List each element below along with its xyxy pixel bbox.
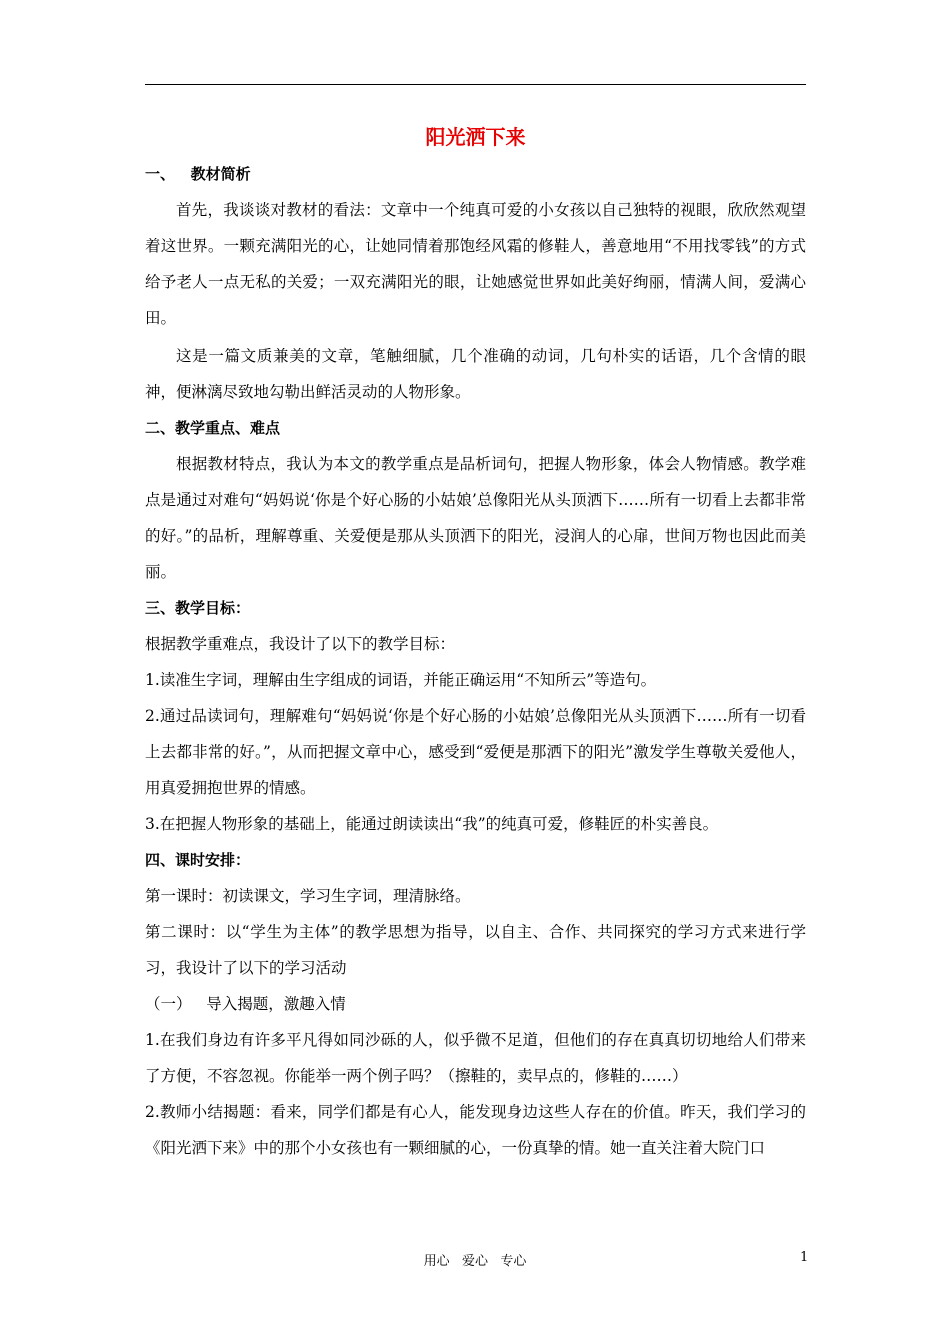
list-item: 2.教师小结揭题：看来，同学们都是有心人，能发现身边这些人存在的价值。昨天，我们学习的《阳光洒下来》中的那个小女孩也有一颗细腻的心，一份真挚的情。她一直关注着大院门口 xyxy=(145,1103,806,1157)
header-rule xyxy=(145,84,806,85)
paragraph: 第一课时：初读课文，学习生字词，理清脉络。 xyxy=(145,887,471,905)
page-footer xyxy=(0,1250,950,1270)
paragraph: 首先，我谈谈对教材的看法：文章中一个纯真可爱的小女孩以自己独特的视眼，欣欣然观望着这世界。一颗充满阳光的心，让她同情着那饱经风霜的修鞋人，善意地用“不用找零钱”的方式给予老人一点无私的关爱；一双充满阳光的眼，让她感觉世界如此美好绚丽，情满人间，爱满心田。 xyxy=(145,201,806,327)
section-heading-1: 一、 教材简析 xyxy=(145,165,251,183)
paragraph: 根据教学重难点，我设计了以下的教学目标： xyxy=(145,635,456,653)
footer-motto: 用心 爱心 专心 xyxy=(423,1254,527,1269)
subsection-heading: （一） 导入揭题，激趣入情 xyxy=(145,995,346,1013)
section-heading-3: 三、教学目标： xyxy=(145,599,251,617)
document-body xyxy=(145,122,806,1166)
list-item: 3.在把握人物形象的基础上，能通过朗读读出“我”的纯真可爱，修鞋匠的朴实善良。 xyxy=(145,815,719,833)
section-heading-2: 二、教学重点、难点 xyxy=(145,419,281,437)
section-heading-4: 四、课时安排： xyxy=(145,851,251,869)
paragraph: 根据教材特点，我认为本文的教学重点是品析词句，把握人物形象，体会人物情感。教学难点是通过对难句“妈妈说‘你是个好心肠的小姑娘’总像阳光从头顶洒下……所有一切看上去都非常的好。”的品析，理解尊重、关爱便是那从头顶洒下的阳光，浸润人的心扉，世间万物也因此而美丽。 xyxy=(145,455,806,581)
list-item: 2.通过品读词句，理解难句“妈妈说‘你是个好心肠的小姑娘’总像阳光从头顶洒下……所有一切看上去都非常的好。”，从而把握文章中心，感受到“爱便是那洒下的阳光”激发学生尊敬关爱他人，用真爱拥抱世界的情感。 xyxy=(145,707,806,797)
page-number: 1 xyxy=(800,1250,809,1265)
paragraph: 第二课时：以“学生为主体”的教学思想为指导，以自主、合作、共同探究的学习方式来进行学习，我设计了以下的学习活动 xyxy=(145,923,806,977)
list-item: 1.在我们身边有许多平凡得如同沙砾的人，似乎微不足道，但他们的存在真真切切地给人们带来了方便，不容忽视。你能举一两个例子吗？（擦鞋的，卖早点的，修鞋的……） xyxy=(145,1031,806,1085)
document-title: 阳光洒下来 xyxy=(425,125,526,149)
list-item: 1.读准生字词，理解由生字组成的词语，并能正确运用“不知所云”等造句。 xyxy=(145,671,657,689)
paragraph: 这是一篇文质兼美的文章，笔触细腻，几个准确的动词，几句朴实的话语，几个含情的眼神，便淋漓尽致地勾勒出鲜活灵动的人物形象。 xyxy=(145,347,806,401)
